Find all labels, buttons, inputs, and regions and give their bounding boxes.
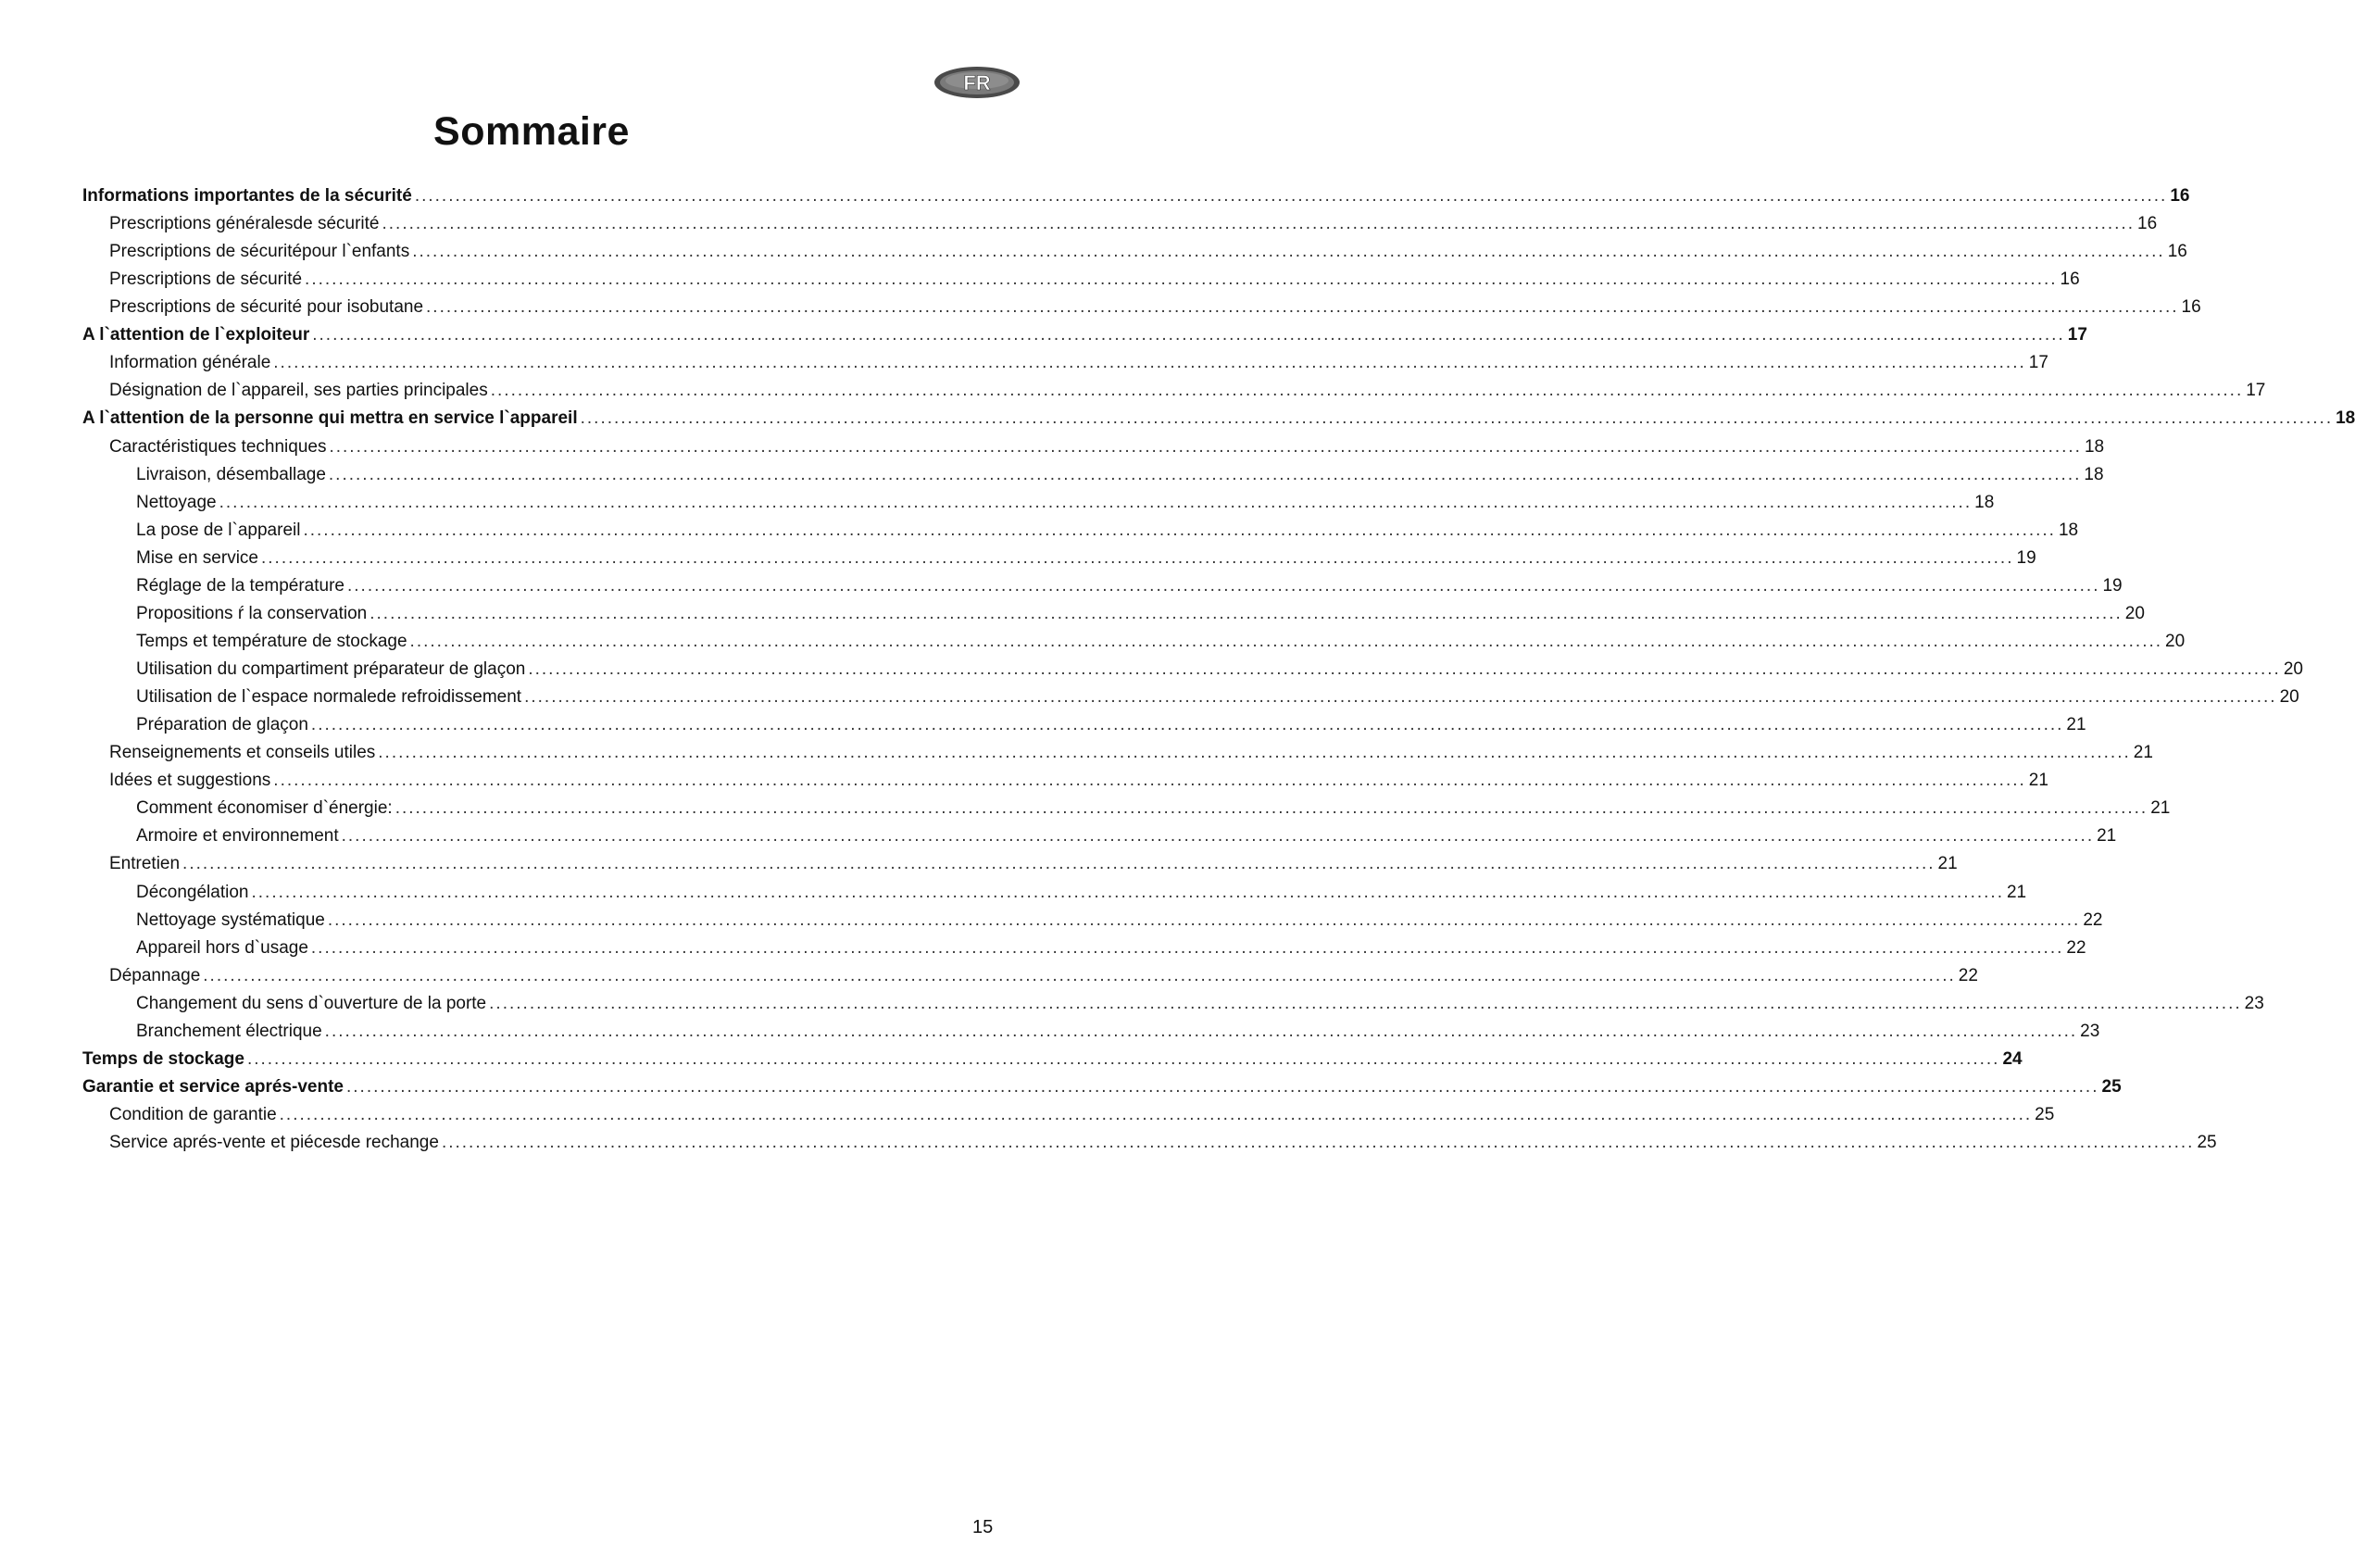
- toc-dot-leader: ....................................................................................................................................................................................................................................................................: [327, 909, 2081, 930]
- toc-dot-leader: ....................................................................................................................................................................................................................................................................: [305, 270, 2058, 290]
- toc-entry-page: 22: [2066, 937, 2086, 958]
- toc-entry[interactable]: [136, 601, 2145, 627]
- toc-entry[interactable]: [136, 823, 2117, 849]
- toc-dot-leader: ....................................................................................................................................................................................................................................................................: [441, 1133, 2195, 1153]
- toc-entry[interactable]: [136, 573, 2123, 599]
- toc-entry-label: Caractéristiques techniques: [109, 436, 327, 457]
- toc-entry[interactable]: [109, 434, 2105, 460]
- toc-dot-leader: ....................................................................................................................................................................................................................................................................: [273, 353, 2026, 373]
- toc-entry[interactable]: [136, 629, 2186, 655]
- toc-entry-label: Garantie et service aprés-vente: [82, 1076, 344, 1097]
- toc-entry[interactable]: [136, 991, 2264, 1017]
- toc-dot-leader: ....................................................................................................................................................................................................................................................................: [409, 631, 2163, 651]
- toc-entry[interactable]: [136, 546, 2036, 571]
- toc-entry[interactable]: [109, 267, 2080, 293]
- toc-entry[interactable]: [109, 350, 2048, 376]
- toc-entry-label: Nettoyage: [136, 492, 217, 512]
- toc-entry-page: 16: [2060, 270, 2080, 290]
- toc-dot-leader: ....................................................................................................................................................................................................................................................................: [346, 575, 2100, 596]
- toc-entry[interactable]: [109, 295, 2201, 320]
- toc-entry-label: Préparation de glaçon: [136, 715, 308, 735]
- toc-dot-leader: ....................................................................................................................................................................................................................................................................: [203, 965, 1956, 985]
- toc-entry-page: 21: [2097, 826, 2117, 847]
- toc-entry-label: Réglage de la température: [136, 575, 344, 596]
- page-title: Sommaire: [433, 109, 630, 154]
- toc-dot-leader: ....................................................................................................................................................................................................................................................................: [329, 436, 2082, 457]
- toc-entry-page: 19: [2016, 547, 2036, 568]
- toc-entry-label: Informations importantes de la sécurité: [82, 186, 412, 206]
- toc-entry-label: Appareil hors d`usage: [136, 937, 308, 958]
- toc-entry-page: 21: [2150, 798, 2171, 819]
- toc-entry-page: 23: [2244, 993, 2264, 1013]
- toc-dot-leader: ....................................................................................................................................................................................................................................................................: [426, 297, 2179, 318]
- toc-entry-label: La pose de l`appareil: [136, 520, 301, 540]
- toc-entry-page: 21: [1937, 854, 1958, 874]
- toc-entry[interactable]: [136, 462, 2104, 488]
- toc-dot-leader: ....................................................................................................................................................................................................................................................................: [524, 687, 2277, 708]
- language-badge: [933, 65, 1021, 100]
- toc-entry-label: Changement du sens d`ouverture de la porte: [136, 993, 487, 1013]
- toc-entry-label: Renseignements et conseils utiles: [109, 743, 376, 763]
- toc-entry[interactable]: [82, 322, 2087, 348]
- toc-entry-page: 22: [1958, 965, 1978, 985]
- toc-entry[interactable]: [82, 1047, 2023, 1073]
- toc-entry-label: Prescriptions de sécuritépour l`enfants: [109, 242, 410, 262]
- toc-entry-page: 25: [2035, 1104, 2055, 1124]
- toc-entry-page: 17: [2067, 325, 2087, 345]
- toc-dot-leader: ....................................................................................................................................................................................................................................................................: [489, 993, 2242, 1013]
- toc-entry[interactable]: [136, 908, 2103, 934]
- toc-entry-page: 21: [2066, 715, 2086, 735]
- toc-dot-leader: ....................................................................................................................................................................................................................................................................: [412, 242, 2165, 262]
- toc-entry[interactable]: [82, 1074, 2122, 1100]
- toc-entry-page: 22: [2083, 909, 2103, 930]
- toc-entry-page: 18: [1974, 492, 1995, 512]
- toc-entry-page: 18: [2336, 408, 2355, 429]
- toc-dot-leader: ....................................................................................................................................................................................................................................................................: [490, 381, 2244, 401]
- toc-dot-leader: ....................................................................................................................................................................................................................................................................: [414, 186, 2168, 206]
- toc-entry-label: Décongélation: [136, 882, 249, 902]
- toc-dot-leader: ....................................................................................................................................................................................................................................................................: [580, 408, 2334, 429]
- toc-dot-leader: ....................................................................................................................................................................................................................................................................: [324, 1021, 2078, 1041]
- toc-entry[interactable]: [136, 712, 2086, 738]
- toc-entry-page: 18: [2084, 436, 2105, 457]
- toc-entry-label: Désignation de l`appareil, ses parties principales: [109, 381, 488, 401]
- language-badge-icon: [933, 65, 1021, 100]
- toc-entry-label: Prescriptions de sécurité: [109, 270, 303, 290]
- toc-entry-page: 19: [2102, 575, 2123, 596]
- toc-entry-label: Utilisation du compartiment préparateur de glaçon: [136, 659, 526, 680]
- toc-dot-leader: ....................................................................................................................................................................................................................................................................: [378, 743, 2131, 763]
- toc-entry-page: 21: [2006, 882, 2027, 902]
- toc-dot-leader: ....................................................................................................................................................................................................................................................................: [182, 854, 1935, 874]
- toc-entry[interactable]: [136, 1019, 2100, 1045]
- toc-entry[interactable]: [136, 490, 1995, 516]
- toc-entry-page: 18: [2058, 520, 2079, 540]
- toc-entry-page: 20: [2279, 687, 2299, 708]
- toc-entry-label: Condition de garantie: [109, 1104, 277, 1124]
- toc-entry[interactable]: [82, 183, 2190, 209]
- toc-entry[interactable]: [109, 851, 1958, 877]
- toc-entry-label: Entretien: [109, 854, 181, 874]
- toc-entry-label: Idées et suggestions: [109, 771, 271, 791]
- toc-dot-leader: ....................................................................................................................................................................................................................................................................: [310, 715, 2064, 735]
- toc-entry-label: Branchement électrique: [136, 1021, 322, 1041]
- toc-entry-label: Prescriptions généralesde sécurité: [109, 214, 380, 234]
- toc-entry-label: Temps de stockage: [82, 1048, 244, 1069]
- toc-dot-leader: ....................................................................................................................................................................................................................................................................: [370, 603, 2123, 623]
- toc-entry[interactable]: [136, 657, 2303, 683]
- toc-dot-leader: ....................................................................................................................................................................................................................................................................: [382, 214, 2135, 234]
- toc-entry-page: 16: [2170, 186, 2190, 206]
- toc-dot-leader: ....................................................................................................................................................................................................................................................................: [312, 325, 2065, 345]
- toc-dot-leader: ....................................................................................................................................................................................................................................................................: [273, 771, 2026, 791]
- toc-entry-page: 25: [2197, 1133, 2217, 1153]
- toc-dot-leader: ....................................................................................................................................................................................................................................................................: [246, 1048, 2000, 1069]
- toc-entry[interactable]: [109, 239, 2187, 265]
- toc-entry[interactable]: [136, 935, 2086, 961]
- toc-entry-page: 21: [2028, 771, 2048, 791]
- language-badge-label: FR: [963, 71, 991, 94]
- toc-entry-page: 25: [2101, 1076, 2122, 1097]
- page-number: 15: [972, 1517, 994, 1537]
- toc-entry-label: Dépannage: [109, 965, 201, 985]
- toc-dot-leader: ....................................................................................................................................................................................................................................................................: [261, 547, 2014, 568]
- toc-entry-label: Utilisation de l`espace normalede refroidissement: [136, 687, 522, 708]
- toc-entry[interactable]: [136, 518, 2079, 544]
- toc-entry[interactable]: [82, 406, 2355, 432]
- toc-dot-leader: ....................................................................................................................................................................................................................................................................: [251, 882, 2004, 902]
- toc-entry-page: 17: [2246, 381, 2266, 401]
- toc-entry-page: 16: [2137, 214, 2158, 234]
- toc-entry-label: Nettoyage systématique: [136, 909, 325, 930]
- toc-dot-leader: ....................................................................................................................................................................................................................................................................: [279, 1104, 2033, 1124]
- toc-entry-page: 16: [2181, 297, 2201, 318]
- toc-entry-page: 20: [2283, 659, 2303, 680]
- toc-entry-page: 18: [2084, 464, 2104, 484]
- toc-dot-leader: ....................................................................................................................................................................................................................................................................: [346, 1076, 2099, 1097]
- toc-entry[interactable]: [109, 378, 2266, 404]
- toc-entry[interactable]: [109, 1102, 2055, 1128]
- toc-entry[interactable]: [109, 740, 2153, 766]
- toc-dot-leader: ....................................................................................................................................................................................................................................................................: [341, 826, 2095, 847]
- toc-dot-leader: ....................................................................................................................................................................................................................................................................: [395, 798, 2148, 819]
- toc-entry-page: 17: [2028, 353, 2048, 373]
- toc-entry[interactable]: [109, 211, 2158, 237]
- toc-entry-label: Armoire et environnement: [136, 826, 339, 847]
- toc-entry-page: 23: [2080, 1021, 2100, 1041]
- toc-entry-label: Information générale: [109, 353, 271, 373]
- toc-entry-page: 20: [2165, 631, 2186, 651]
- toc-entry-label: A l`attention de la personne qui mettra en service l`appareil: [82, 408, 578, 429]
- toc-dot-leader: ....................................................................................................................................................................................................................................................................: [303, 520, 2056, 540]
- toc-entry-label: Prescriptions de sécurité pour isobutane: [109, 297, 424, 318]
- toc-dot-leader: ....................................................................................................................................................................................................................................................................: [528, 659, 2281, 680]
- toc-entry-page: 16: [2167, 242, 2187, 262]
- toc-entry-label: Comment économiser d`énergie:: [136, 798, 393, 819]
- toc-entry-label: Propositions ŕ la conservation: [136, 603, 368, 623]
- toc-entry[interactable]: [136, 796, 2171, 822]
- toc-entry[interactable]: [136, 684, 2299, 710]
- toc-dot-leader: ....................................................................................................................................................................................................................................................................: [310, 937, 2064, 958]
- toc-entry-label: Temps et température de stockage: [136, 631, 407, 651]
- toc-entry-label: Livraison, désemballage: [136, 464, 326, 484]
- toc-entry[interactable]: [136, 880, 2027, 906]
- toc-entry-page: 20: [2124, 603, 2145, 623]
- toc-entry[interactable]: [109, 768, 2048, 794]
- toc-entry-page: 21: [2133, 743, 2153, 763]
- toc-dot-leader: ....................................................................................................................................................................................................................................................................: [328, 464, 2082, 484]
- toc-dot-leader: ....................................................................................................................................................................................................................................................................: [219, 492, 1973, 512]
- toc-entry-label: Service aprés-vente et piécesde rechange: [109, 1133, 439, 1153]
- toc-entry-label: A l`attention de l`exploiteur: [82, 325, 310, 345]
- toc-entry[interactable]: [109, 963, 1978, 989]
- toc-entry-page: 24: [2002, 1048, 2023, 1069]
- toc-entry-label: Mise en service: [136, 547, 258, 568]
- toc-entry[interactable]: [109, 1130, 2217, 1156]
